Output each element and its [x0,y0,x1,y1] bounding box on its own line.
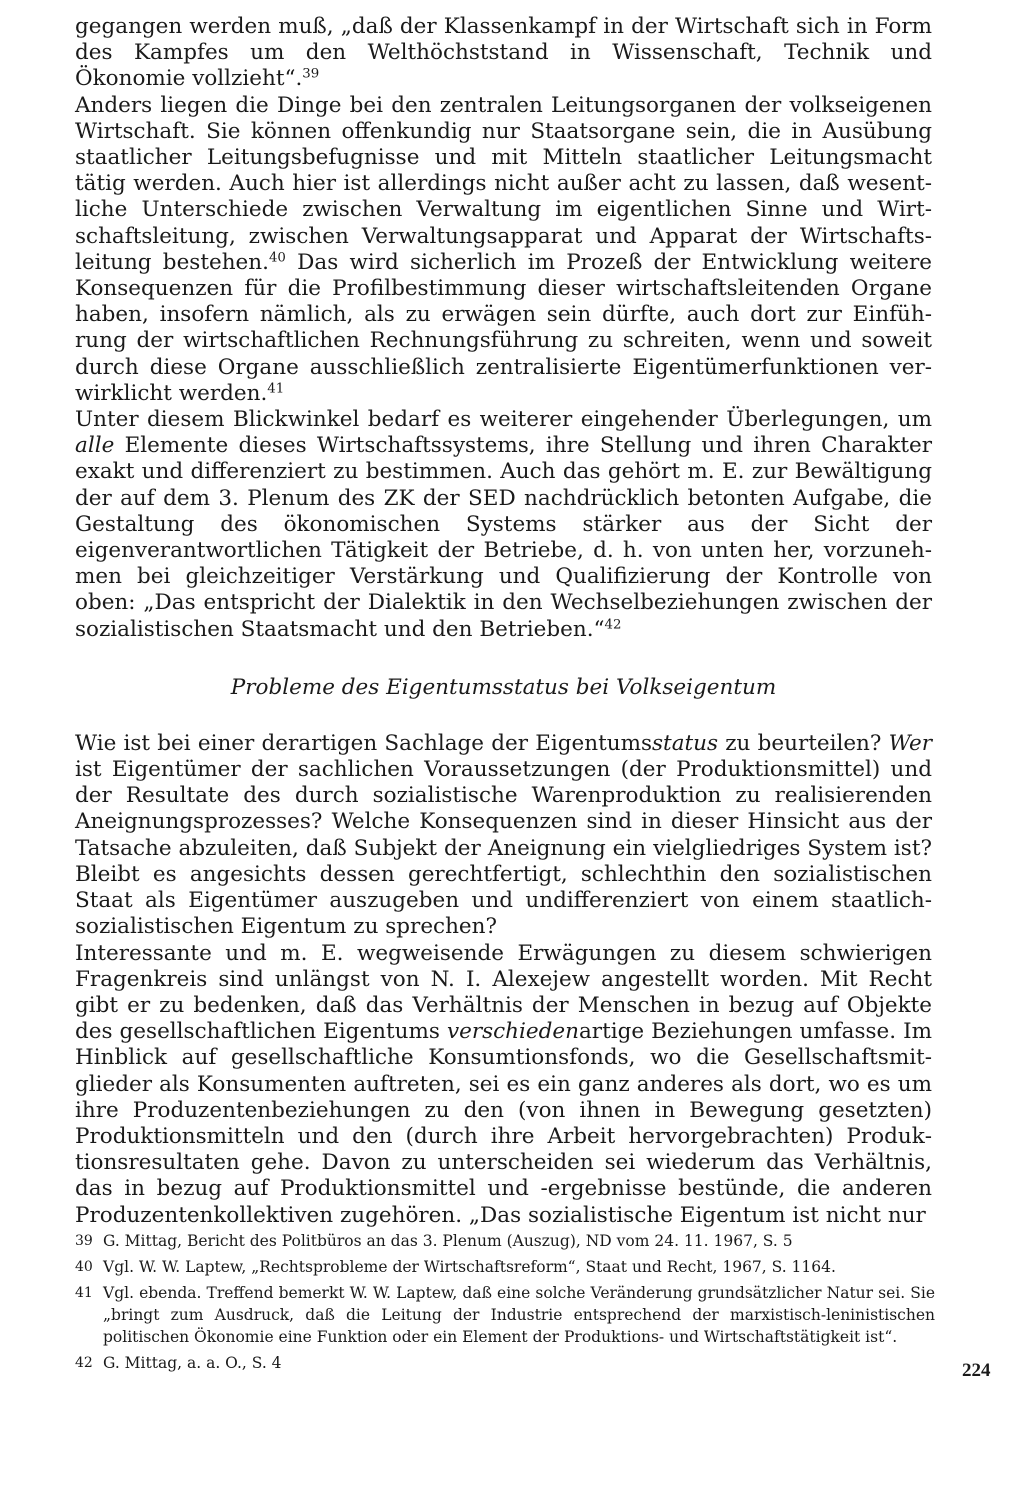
footnote-42 [75,1352,935,1374]
footnote-41 [75,1282,935,1348]
text-run: Wie ist bei einer derartigen Sachlage der Eigentums [75,730,653,756]
footnote-text: G. Mittag, a. a. O., S. 4 [103,1354,282,1372]
footnote-ref-40: 40 [268,250,286,266]
text-run: Unter diesem Blickwinkel bedarf es weiterer eingehender Überlegungen, um [75,407,932,433]
text-run: artige Beziehungen umfasse. Im Hinblick auf gesellschaftliche Konsumtionsfonds, wo die Gesellschaftsmitglieder als Konsumenten auftreten, sei es ein ganz anderes als dort, wo es um ihre Produzentenbeziehungen zu den (von ihnen in Bewegung gesetzten) Produktionsmitteln und den (durch ihre Arbeit hervorgebrachten) Produktionsresultaten gehe. Davon zu unterscheiden sei wiederum das Verhältnis, das in bezug auf Produktionsmittel und -ergebnisse bestünde, die anderen Produzentenkollektiven zugehören. „Das sozialistische Eigentum ist nicht nur [75,1019,932,1228]
main-text [75,14,932,1229]
section-heading: Probleme des Eigentumsstatus bei Volkseigentum [230,674,777,700]
emphasis: Wer [888,730,932,756]
text-run: gegangen werden muß, „daß der Klassenkampf in der Wirtschaft sich in Form des Kampfes um den Welthöchststand in Wissenschaft, Technik und Ökonomie vollzieht“. [75,14,932,92]
footnote-39 [75,1230,935,1252]
paragraph-2 [75,93,932,407]
text-run: Das wird sicherlich im Prozeß der Entwicklung weitere Konsequenzen für die Profilbestimmung dieser wirtschaftsleitenden Organe haben, insofern nämlich, als zu erwägen sein dürfte, auch dort zur Einführung der wirtschaftlichen Rechnungsführung zu schreiten, wenn und soweit durch diese Organe ausschließlich zentralisierte Eigentümerfunktionen verwirklicht werden. [75,249,932,406]
text-run: ist Eigentümer der sachlichen Voraussetzungen (der Produktionsmittel) und der Resultate des durch sozialistische Warenproduktion zu realisierenden Aneignungsprozesses? Welche Konsequenzen sind in dieser Hinsicht aus der Tatsache abzuleiten, daß Subjekt der Aneignung ein vielgliedriges System ist? Bleibt es angesichts dessen gerechtfertigt, schlechthin den sozialistischen Staat als Eigentümer auszugeben und undifferenziert von einem staatlich-sozialistischen Eigentum zu sprechen? [75,757,932,940]
paragraph-1 [75,14,932,93]
footnote-text: Vgl. W. W. Laptew, „Rechtsprobleme der Wirtschaftsreform“, Staat und Recht, 1967, S. 1164. [103,1258,836,1276]
text-run: Elemente dieses Wirtschaftssystems, ihre Stellung und ihren Charakter exakt und differenziert zu bestimmen. Auch das gehört m. E. zur Bewältigung der auf dem 3. Plenum des ZK der SED nachdrücklich betonten Aufgabe, die Gestaltung des ökonomischen Systems stärker aus der Sicht der eigenverantwortlichen Tätigkeit der Betriebe, d. h. von unten her, vorzunehmen bei gleichzeitiger Verstärkung und Qualifizierung der Kontrolle von oben: „Das entspricht der Dialektik in den Wechselbeziehungen zwischen der sozialistischen Staatsmacht und den Betrieben.“ [75,433,932,642]
paragraph-4 [75,731,932,941]
footnote-number: 41 [75,1285,93,1301]
page-number: 224 [962,1360,991,1381]
footnote-text: G. Mittag, Bericht des Politbüros an das 3. Plenum (Auszug), ND vom 24. 11. 1967, S. 5 [103,1232,793,1250]
footnote-number: 39 [75,1233,93,1249]
footnote-ref-42: 42 [604,617,622,633]
text-run: Interessante und m. E. wegweisende Erwägungen zu diesem schwierigen Fragenkreis sind unlängst von N. I. Alexejew angestellt worden. Mit Recht gibt er zu bedenken, daß das Verhältnis der Menschen in bezug auf Objekte des gesellschaftlichen Eigentums [75,940,932,1045]
text-run: Anders liegen die Dinge bei den zentralen Leitungsorganen der volkseigenen Wirtschaft. Sie können offenkundig nur Staatsorgane sein, die in Ausübung staatlicher Leitungsbefugnisse und mit Mitteln staatlicher Leitungsmacht tätig werden. Auch hier ist allerdings nicht außer acht zu lassen, daß wesentliche Unterschiede zwischen Verwaltung im eigentlichen Sinne und Wirtschaftsleitung, zwischen Verwaltungsapparat und Apparat der Wirtschaftsleitung bestehen. [75,92,932,275]
footnote-text: Vgl. ebenda. Treffend bemerkt W. W. Laptew, daß eine solche Veränderung grundsätzlicher Natur sei. Sie „bringt zum Ausdruck, daß die Leitung der Industrie entsprechend der marxistisch-leninistischen politischen Ökonomie eine Funktion oder ein Element der Produktions- und Wirtschaftstätigkeit ist“. [103,1284,935,1346]
footnotes [75,1230,935,1378]
footnote-number: 40 [75,1259,93,1275]
footnote-40 [75,1256,935,1278]
footnote-ref-41: 41 [267,381,285,397]
text-run: zu beurteilen? [718,730,889,756]
emphasis: verschieden [446,1019,579,1045]
emphasis: status [652,730,719,756]
paragraph-3 [75,407,932,643]
footnote-number: 42 [75,1355,93,1371]
footnote-ref-39: 39 [302,67,320,83]
emphasis: alle [75,433,115,459]
paragraph-5 [75,941,932,1229]
